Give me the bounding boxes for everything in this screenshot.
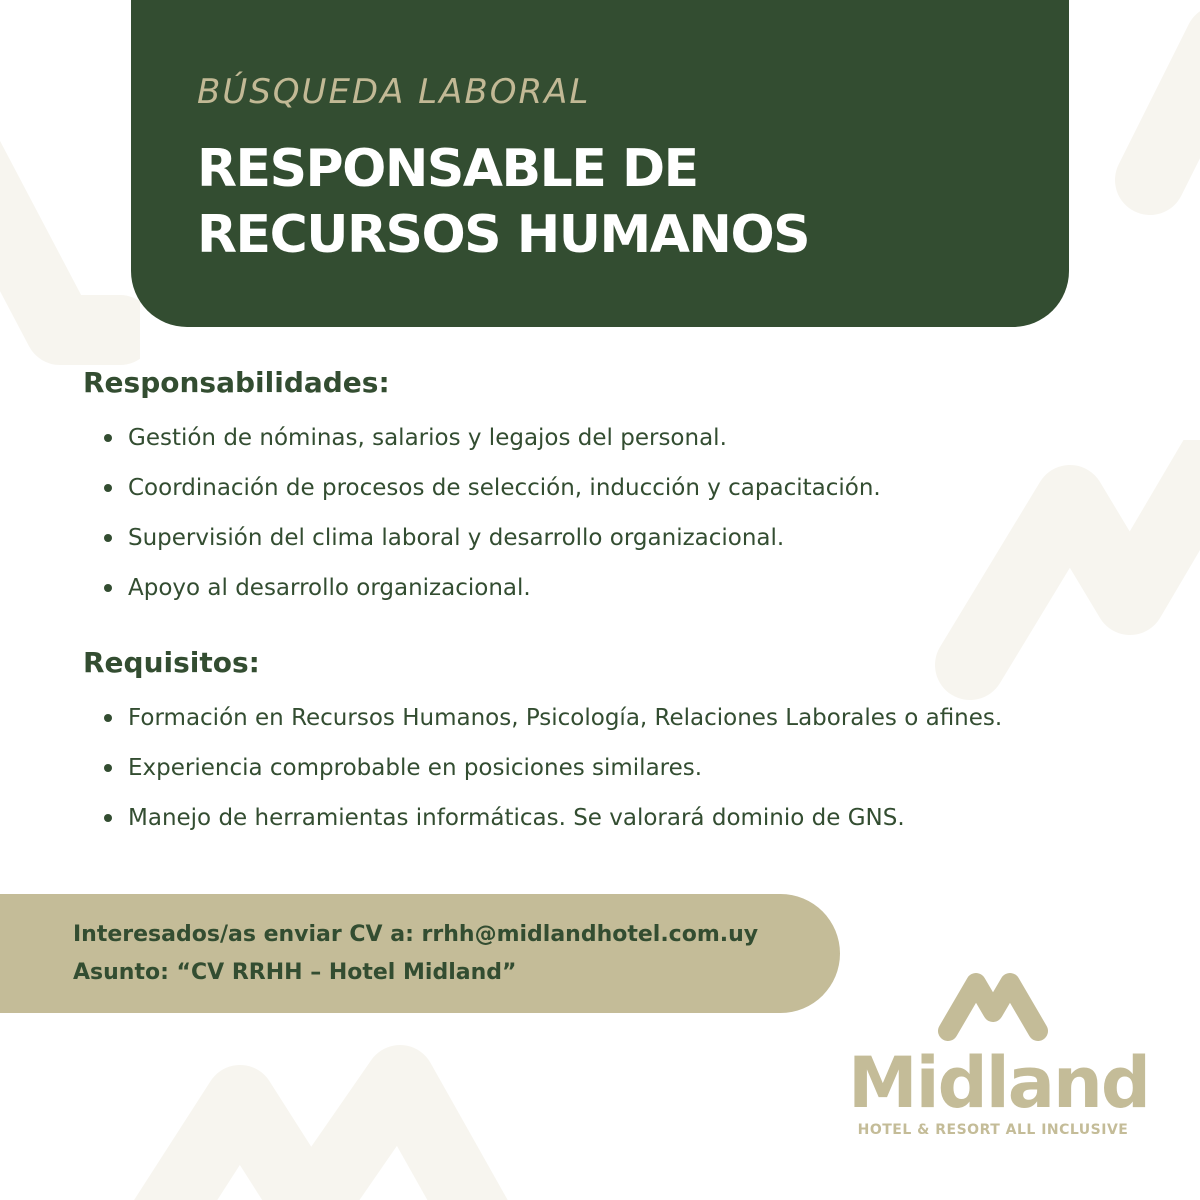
list-item xyxy=(102,563,881,613)
contact-email-line[interactable]: Interesados/as enviar CV a: rrhh@midlandhotel.com.uy xyxy=(73,922,759,947)
brand-tagline: HOTEL & RESORT ALL INCLUSIVE xyxy=(857,1122,1129,1138)
list-item xyxy=(102,513,881,563)
contact-band xyxy=(0,894,840,1013)
list-item xyxy=(102,463,881,513)
watermark-left-shape xyxy=(0,100,140,380)
watermark-right-top-shape xyxy=(1110,0,1200,240)
responsibilities-heading: Responsabilidades: xyxy=(83,366,390,399)
requirements-heading: Requisitos: xyxy=(83,646,260,679)
bullet-icon xyxy=(104,814,112,822)
job-title-line-1: RESPONSABLE DE xyxy=(197,139,698,199)
bullet-icon xyxy=(104,714,112,722)
list-item-text: Coordinación de procesos de selección, inducción y capacitación. xyxy=(128,475,881,501)
list-item-text: Experiencia comprobable en posiciones similares. xyxy=(128,755,703,781)
watermark-right-mid-shape xyxy=(930,440,1200,700)
bullet-icon xyxy=(104,484,112,492)
list-item-text: Gestión de nóminas, salarios y legajos del personal. xyxy=(128,425,727,451)
header-card xyxy=(131,0,1069,327)
bullet-icon xyxy=(104,584,112,592)
eyebrow-label: BÚSQUEDA LABORAL xyxy=(197,72,591,112)
bullet-icon xyxy=(104,534,112,542)
requirements-list xyxy=(102,693,1002,843)
list-item xyxy=(102,693,1002,743)
brand-name: Midland xyxy=(848,1042,1149,1124)
list-item xyxy=(102,743,1002,793)
watermark-bottom-shape xyxy=(110,1040,530,1200)
bullet-icon xyxy=(104,434,112,442)
job-title-line-2: RECURSOS HUMANOS xyxy=(197,205,810,265)
list-item-text: Apoyo al desarrollo organizacional. xyxy=(128,575,531,601)
list-item xyxy=(102,413,881,463)
contact-subject-line: Asunto: “CV RRHH – Hotel Midland” xyxy=(73,960,517,985)
list-item-text: Supervisión del clima laboral y desarrollo organizacional. xyxy=(128,525,785,551)
double-peak-mountain-icon xyxy=(934,965,1052,1045)
bullet-icon xyxy=(104,764,112,772)
responsibilities-list xyxy=(102,413,881,613)
list-item xyxy=(102,793,1002,843)
job-title xyxy=(197,136,809,268)
list-item-text: Formación en Recursos Humanos, Psicología, Relaciones Laborales o afines. xyxy=(128,705,1003,731)
list-item-text: Manejo de herramientas informáticas. Se valorará dominio de GNS. xyxy=(128,805,905,831)
